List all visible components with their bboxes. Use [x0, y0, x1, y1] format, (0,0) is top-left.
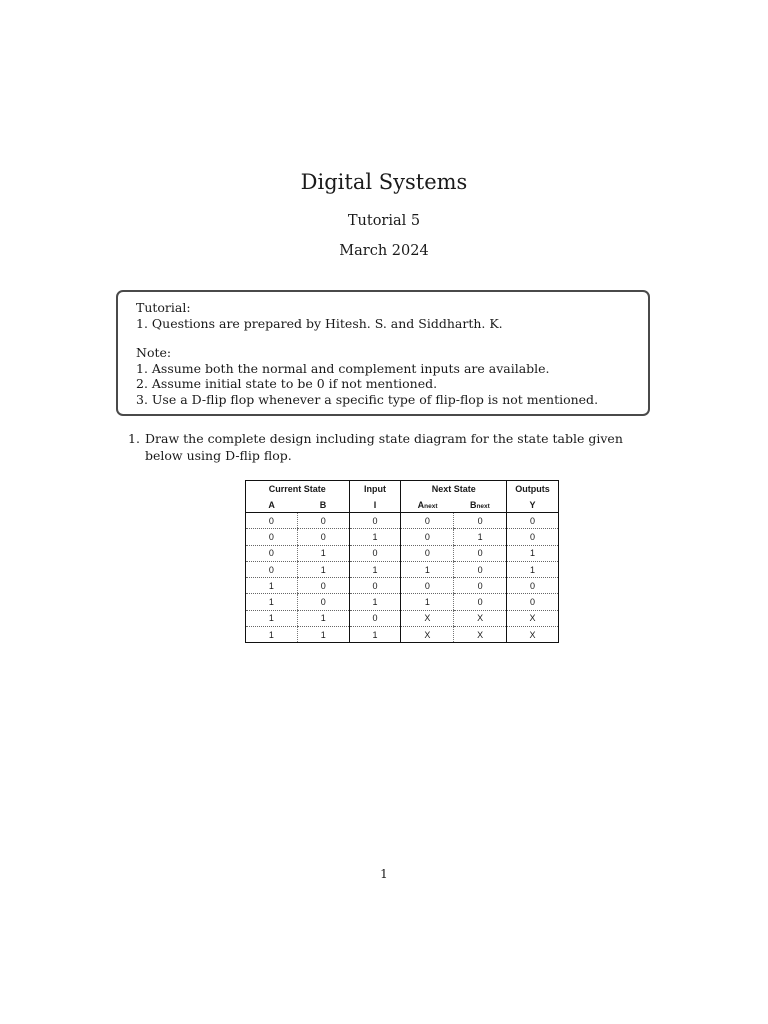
question-number: 1.: [128, 431, 140, 446]
cell-y: 0: [507, 578, 559, 594]
cell-b-next: 0: [454, 561, 507, 577]
cell-y: 1: [507, 545, 559, 561]
col-b-next-main: B: [469, 499, 477, 510]
question-text: Draw the complete design including state diagram for the state table given below using D-flip flop.: [145, 431, 623, 463]
cell-i: 1: [349, 561, 401, 577]
cell-y: X: [507, 627, 559, 643]
cell-a-next: 0: [401, 545, 454, 561]
cell-i: 0: [349, 610, 401, 626]
cell-a: 0: [246, 529, 298, 545]
cell-a: 1: [246, 578, 298, 594]
cell-b-next: X: [454, 610, 507, 626]
col-i: I: [349, 497, 401, 513]
question-1: [128, 430, 658, 464]
cell-b: 0: [297, 578, 349, 594]
page-number: 1: [380, 867, 388, 881]
table-row: [246, 578, 559, 594]
cell-y: X: [507, 610, 559, 626]
table-row: [246, 513, 559, 529]
table-row: [246, 545, 559, 561]
note-line: 1. Assume both the normal and complement inputs are available.: [136, 360, 550, 376]
cell-i: 0: [349, 513, 401, 529]
cell-a-next: 1: [401, 561, 454, 577]
document-title: Digital Systems: [300, 170, 468, 194]
cell-b: 0: [297, 594, 349, 610]
cell-a-next: 1: [401, 594, 454, 610]
cell-i: 0: [349, 545, 401, 561]
header-input: Input: [349, 481, 401, 498]
cell-a-next: 0: [401, 529, 454, 545]
col-a-next-sub: next: [424, 502, 438, 510]
table-row: [246, 594, 559, 610]
table-row: [246, 561, 559, 577]
cell-i: 1: [349, 594, 401, 610]
cell-a: 0: [246, 561, 298, 577]
cell-b-next: X: [454, 627, 507, 643]
notes-spacer: [136, 331, 648, 345]
cell-i: 1: [349, 627, 401, 643]
note-line: 3. Use a D-flip flop whenever a specific type of flip-flop is not mentioned.: [136, 391, 599, 407]
cell-a: 0: [246, 513, 298, 529]
cell-b: 1: [297, 545, 349, 561]
cell-a: 1: [246, 594, 298, 610]
document-date: March 2024: [339, 243, 429, 259]
table-row: [246, 627, 559, 643]
cell-b-next: 0: [454, 578, 507, 594]
cell-y: 1: [507, 561, 559, 577]
cell-b-next: 0: [454, 594, 507, 610]
cell-a-next: 0: [401, 578, 454, 594]
state-table: [245, 480, 559, 643]
col-b-next: [454, 497, 507, 513]
col-b: B: [297, 497, 349, 513]
cell-b: 1: [297, 610, 349, 626]
tutorial-heading: Tutorial:: [136, 300, 191, 315]
cell-a-next: X: [401, 610, 454, 626]
cell-b: 0: [297, 513, 349, 529]
cell-a-next: X: [401, 627, 454, 643]
col-a-next: [401, 497, 454, 513]
cell-b-next: 1: [454, 529, 507, 545]
cell-a: 1: [268, 629, 274, 640]
cell-y: 0: [507, 594, 559, 610]
cell-i: 1: [349, 529, 401, 545]
cell-b: 1: [297, 561, 349, 577]
cell-y: 0: [507, 529, 559, 545]
cell-b-next: 0: [454, 545, 507, 561]
cell-b-next: 0: [454, 513, 507, 529]
cell-a-next: 0: [401, 513, 454, 529]
header-next-state: Next State: [401, 481, 507, 498]
table-row: [246, 610, 559, 626]
header-current-state: Current State: [268, 484, 326, 494]
col-b-next-sub: next: [476, 502, 490, 510]
cell-a: 0: [246, 545, 298, 561]
tutorial-line: 1. Questions are prepared by Hitesh. S. and Siddharth. K.: [136, 315, 503, 331]
header-outputs: Outputs: [507, 481, 559, 498]
cell-i: 0: [349, 578, 401, 594]
cell-b: 1: [297, 627, 349, 643]
col-a-next-main: A: [417, 499, 425, 510]
state-table-body: [246, 513, 559, 643]
col-y: Y: [507, 497, 559, 513]
document-subtitle: Tutorial 5: [347, 213, 421, 229]
note-heading: Note:: [136, 345, 172, 361]
table-row: [246, 529, 559, 545]
note-line: 2. Assume initial state to be 0 if not mentioned.: [136, 376, 438, 392]
notes-box: [116, 290, 650, 416]
cell-b: 0: [297, 529, 349, 545]
cell-y: 0: [507, 513, 559, 529]
cell-a: 1: [246, 610, 298, 626]
col-a: A: [246, 497, 298, 513]
